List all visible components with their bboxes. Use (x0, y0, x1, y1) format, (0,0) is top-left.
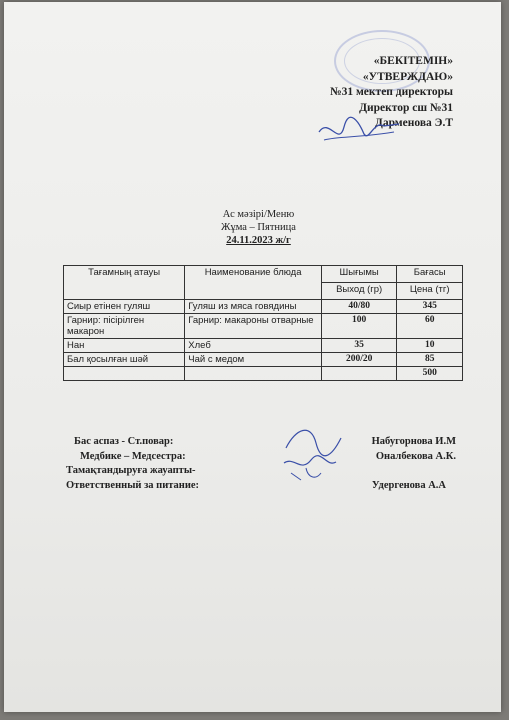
menu-day: Жұма – Пятница (221, 222, 296, 233)
table-total-row (64, 367, 463, 381)
dish-output: 200/20 (321, 353, 396, 367)
responsible-label-ru: Ответственный за питание: (66, 479, 200, 491)
dish-name-ru: Гарнир: макароны отварные (185, 314, 322, 339)
cook-label: Бас аспаз - Ст.повар: (74, 436, 174, 447)
dish-price: 345 (397, 300, 463, 314)
col-header-name-kz: Тағамның атауы (64, 266, 185, 300)
signature-row-resp-kz (66, 464, 456, 479)
approval-director-kz: №31 мектеп директоры (330, 86, 453, 98)
empty-cell (321, 367, 396, 381)
nurse-label: Медбике – Медсестра: (80, 450, 186, 462)
menu-table (63, 265, 463, 381)
dish-output: 40/80 (321, 300, 396, 314)
col-header-price: Бағасы (397, 266, 463, 283)
signature-row-resp-ru (66, 479, 456, 494)
signature-row-nurse (66, 450, 456, 465)
dish-name-ru: Хлеб (185, 339, 322, 353)
menu-date: 24.11.2023 ж/г (226, 235, 291, 246)
table-row (64, 300, 463, 314)
total-price: 500 (397, 367, 463, 381)
col-header-output: Шығымы (321, 266, 396, 283)
empty-cell (64, 367, 185, 381)
col-subheader-price: Цена (тг) (397, 283, 463, 300)
dish-name-kz: Гарнир: пісірілген макарон (64, 314, 185, 339)
col-header-name-ru: Наименование блюда (185, 266, 322, 300)
dish-name-ru: Чай с медом (185, 353, 322, 367)
dish-name-ru: Гуляш из мяса говядины (185, 300, 322, 314)
responsible-name: Удергенова А.А (371, 479, 446, 491)
dish-price: 10 (397, 339, 463, 353)
dish-price: 85 (397, 353, 463, 367)
approval-line-kz: «БЕКІТЕМІН» (373, 55, 453, 67)
menu-title: Ас мәзірі/Меню (222, 209, 295, 220)
dish-name-kz: Сиыр етінен гуляш (64, 300, 185, 314)
menu-title-block (4, 208, 509, 247)
cook-name: Набугорнова И.М (371, 436, 456, 447)
approval-director-ru: Директор сш №31 (359, 101, 453, 114)
table-row (64, 339, 463, 353)
dish-output: 35 (321, 339, 396, 353)
empty-cell (185, 367, 322, 381)
approval-director-name: Дарменова Э.Т (374, 117, 453, 129)
table-row (64, 353, 463, 367)
signatures-block (66, 435, 456, 493)
signature-row-cook (66, 435, 456, 450)
table-row (64, 314, 463, 339)
dish-output: 100 (321, 314, 396, 339)
document-page (4, 2, 501, 712)
dish-name-kz: Нан (64, 339, 185, 353)
dish-name-kz: Бал қосылған шәй (64, 353, 185, 367)
approval-line-ru: «УТВЕРЖДАЮ» (362, 70, 453, 83)
director-signature (314, 112, 404, 152)
col-subheader-output: Выход (гр) (321, 283, 396, 300)
table-header-row (64, 266, 463, 283)
responsible-label-kz: Тамақтандыруға жауапты- (66, 465, 196, 476)
nurse-name: Оналбекова А.К. (375, 450, 456, 462)
dish-price: 60 (397, 314, 463, 339)
